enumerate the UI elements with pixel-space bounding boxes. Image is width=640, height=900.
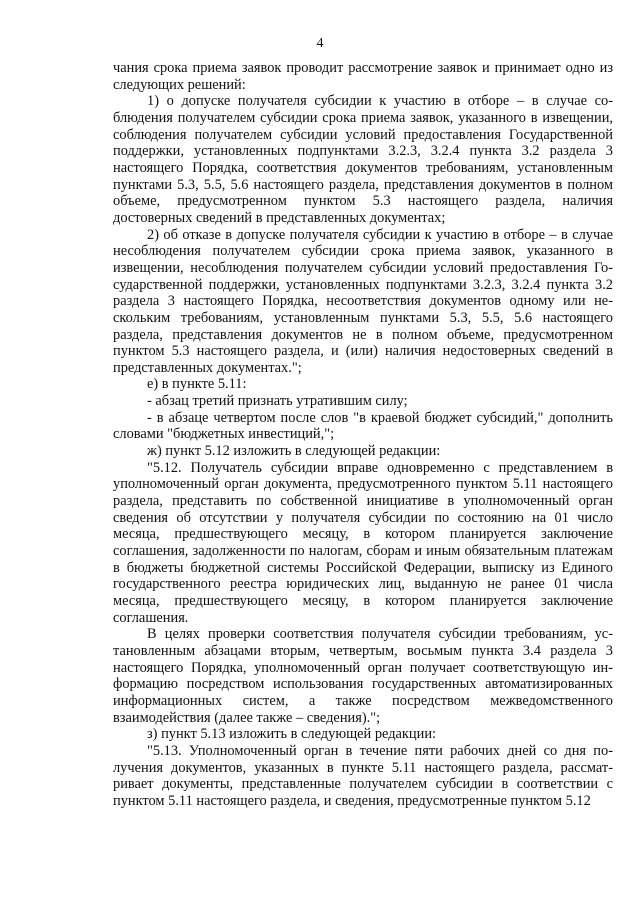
- paragraph: В целях проверки соответствия получателя субсидии требованиям, установленным абзацами вторым, четвертым, восьмым пункта 3.4 раздела 3 настоящего Порядка, уполномоченный орган получает соответствующую информацию посредством использования государственных автоматизированных информационных систем, а также посредством межведомственного взаимодействия (далее также – сведения).";: [113, 626, 613, 726]
- paragraph: ж) пункт 5.12 изложить в следующей редакции:: [147, 443, 441, 460]
- paragraph: чания срока приема заявок проводит рассмотрение заявок и принимает одно из следующих решений:: [113, 60, 613, 93]
- paragraph: 1) о допуске получателя субсидии к участию в отборе – в случае соблюдения получателем субсидии срока приема заявок, указанного в извещении, соблюдения получателем субсидии условий предоставления Государственной поддержки, установленных подпунктами 3.2.3, 3.2.4 пункта 3.2 раздела 3 настоящего Порядка, соответствия документов требованиям, установленным пунктами 5.3, 5.5, 5.6 настоящего раздела, представления документов в полном объеме, предусмотренном пунктом 5.3 настоящего раздела, наличия достоверных сведений в представленных документах;: [113, 93, 613, 226]
- paragraph: "5.13. Уполномоченный орган в течение пяти рабочих дней со дня получения документов, указанных в пункте 5.11 настоящего раздела, рассматривает документы, представленные получателем субсидии в соответствии с пунктом 5.11 настоящего раздела, и сведения, предусмотренные пунктом 5.12: [113, 742, 613, 809]
- paragraph: з) пункт 5.13 изложить в следующей редакции:: [147, 726, 437, 743]
- paragraph: - абзац третий признать утратившим силу;: [147, 393, 408, 410]
- paragraph: - в абзаце четвертом после слов "в краевой бюджет субсидий," дополнить словами "бюджетных инвестиций,";: [113, 409, 613, 443]
- paragraph: "5.12. Получатель субсидии вправе одновременно с представлением в уполномоченный орган документа, предусмотренного пунктом 5.11 настоящего раздела, представить по собственной инициативе в уполномоченный орган сведения об отсутствии у получателя субсидии по состоянию на 01 число месяца, предшествующего месяцу, в котором планируется заключение соглашения, задолженности по налогам, сборам и иным обязательным платежам в бюджеты бюджетной системы Российской Федерации, выписку из Единого государственного реестра юридических лиц, выданную не ранее 01 числа месяца, предшествующего месяцу, в котором планируется заключение соглашения.: [113, 459, 613, 626]
- paragraph: е) в пункте 5.11:: [147, 376, 247, 393]
- page-number: 4: [316, 36, 324, 51]
- document-body: [113, 60, 613, 810]
- paragraph: 2) об отказе в допуске получателя субсидии к участию в отборе – в случае несоблюдения получателем субсидии срока приема заявок, указанного в извещении, несоблюдения получателем субсидии условий предоставления Государственной поддержки, установленных подпунктами 3.2.3, 3.2.4 пункта 3.2 раздела 3 настоящего Порядка, несоответствия документов одному или нескольким требованиям, установленным пунктами 5.3, 5.5, 5.6 настоящего раздела, представления документов не в полном объеме, предусмотренном пунктом 5.3 настоящего раздела, и (или) наличия недостоверных сведений в представленных документах.";: [113, 226, 613, 376]
